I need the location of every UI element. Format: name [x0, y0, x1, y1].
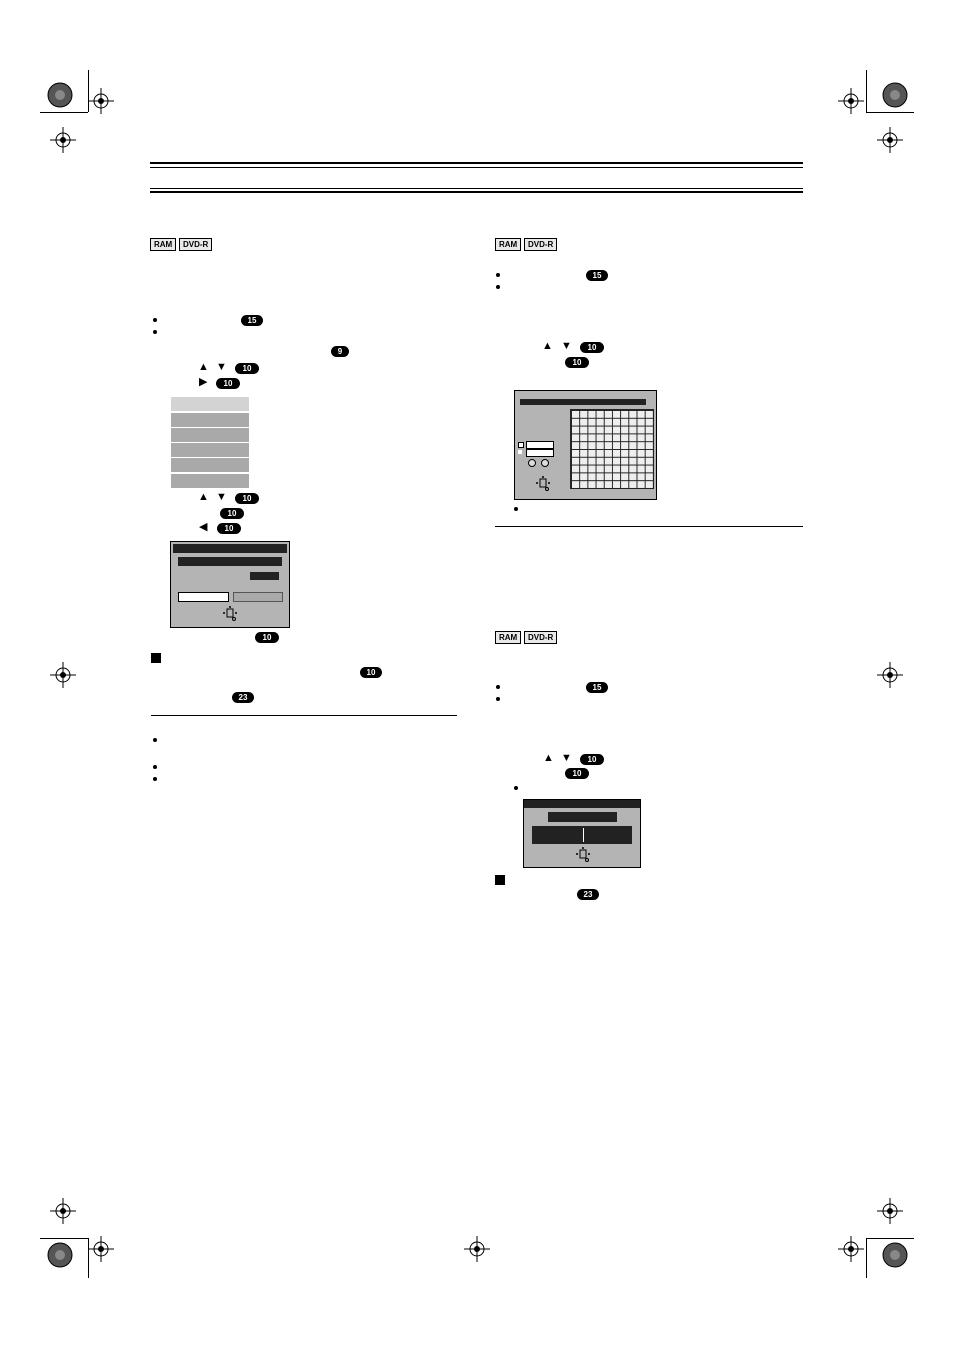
header-rule-top	[150, 162, 803, 164]
registration-mark-icon	[50, 127, 76, 153]
submenu-item[interactable]	[171, 413, 249, 427]
page-ref: 10	[235, 363, 259, 374]
registration-mark-icon	[838, 88, 864, 114]
submenu-item[interactable]	[171, 458, 249, 472]
info-title-bar	[524, 800, 640, 808]
down-arrow-icon: ▼	[216, 361, 227, 373]
down-arrow-icon: ▼	[561, 752, 572, 764]
side-field	[526, 441, 554, 449]
bullet	[153, 330, 157, 334]
page-ref: 23	[577, 889, 599, 900]
page-ref: 10	[255, 632, 279, 643]
dialog-button-yes[interactable]	[178, 592, 229, 602]
color-target-icon	[45, 80, 75, 110]
dialog-title-bar	[173, 544, 287, 553]
info-divider	[583, 828, 584, 842]
registration-mark-icon	[877, 127, 903, 153]
info-detail-box	[532, 826, 632, 844]
page-ref: 15	[586, 682, 608, 693]
section-divider	[495, 526, 803, 527]
name-entry-bar	[520, 399, 646, 405]
bullet	[496, 697, 500, 701]
page-ref: 10	[565, 357, 589, 368]
dialog-message-bar	[178, 557, 282, 566]
registration-mark-icon	[877, 662, 903, 688]
left-arrow-icon: ◀	[199, 521, 208, 533]
info-name-bar	[548, 812, 617, 822]
registration-mark-icon	[50, 662, 76, 688]
side-mark	[518, 450, 522, 454]
color-target-icon	[880, 1240, 910, 1270]
up-arrow-icon: ▲	[543, 752, 554, 764]
disc-tag-dvdr: DVD-R	[524, 238, 557, 251]
registration-mark-icon	[877, 1198, 903, 1224]
disc-tag-dvdr: DVD-R	[524, 631, 557, 644]
registration-mark-icon	[464, 1236, 490, 1262]
section-square-icon	[495, 875, 505, 885]
registration-mark-icon	[88, 88, 114, 114]
page-ref: 10	[360, 667, 382, 678]
page-ref: 10	[235, 493, 259, 504]
page-ref: 10	[217, 523, 241, 534]
side-mark	[518, 442, 524, 448]
page-ref: 10	[580, 754, 604, 765]
page-ref: 23	[232, 692, 254, 703]
keyboard-screen	[514, 390, 657, 500]
up-arrow-icon: ▲	[542, 340, 553, 352]
header-rule-top-thin	[150, 167, 803, 168]
button-circle-icon	[541, 459, 549, 467]
page-ref: 10	[220, 508, 244, 519]
page-ref: 15	[586, 270, 608, 281]
side-field	[526, 449, 554, 457]
disc-tag-ram: RAM	[495, 238, 521, 251]
char-grid[interactable]	[570, 409, 654, 489]
header-rule-bottom	[150, 188, 803, 189]
bullet	[153, 777, 157, 781]
submenu-item[interactable]	[171, 397, 249, 411]
section-divider	[151, 715, 457, 716]
info-screen	[523, 799, 641, 868]
down-arrow-icon: ▼	[216, 491, 227, 503]
registration-mark-icon	[88, 1236, 114, 1262]
remote-joystick-icon	[536, 476, 550, 490]
bullet	[496, 285, 500, 289]
down-arrow-icon: ▼	[561, 340, 572, 352]
disc-tag-dvdr: DVD-R	[179, 238, 212, 251]
page-ref: 10	[580, 342, 604, 353]
disc-tag-ram: RAM	[495, 631, 521, 644]
bullet	[514, 786, 518, 790]
bullet	[153, 318, 157, 322]
confirm-dialog-screen	[170, 541, 290, 628]
page-ref: 15	[241, 315, 263, 326]
remote-joystick-icon	[223, 606, 237, 620]
bullet	[514, 507, 518, 511]
up-arrow-icon: ▲	[198, 491, 209, 503]
bullet	[153, 738, 157, 742]
dialog-button-no[interactable]	[233, 592, 283, 602]
bullet	[496, 685, 500, 689]
button-circle-icon	[528, 459, 536, 467]
right-arrow-icon: ▶	[199, 376, 208, 388]
submenu-item[interactable]	[171, 443, 249, 457]
page-ref: 10	[565, 768, 589, 779]
header-rule-bottom-thick	[150, 191, 803, 193]
disc-tag-ram: RAM	[150, 238, 176, 251]
page-ref: 9	[331, 346, 349, 357]
page-ref: 10	[216, 378, 240, 389]
registration-mark-icon	[838, 1236, 864, 1262]
bullet	[496, 273, 500, 277]
dialog-value-box	[250, 572, 279, 580]
color-target-icon	[45, 1240, 75, 1270]
bullet	[153, 765, 157, 769]
color-target-icon	[880, 80, 910, 110]
up-arrow-icon: ▲	[198, 361, 209, 373]
registration-mark-icon	[50, 1198, 76, 1224]
remote-joystick-icon	[576, 847, 590, 861]
submenu-screen	[171, 397, 249, 489]
submenu-item[interactable]	[171, 428, 249, 442]
submenu-item[interactable]	[171, 474, 249, 488]
section-square-icon	[151, 653, 161, 663]
